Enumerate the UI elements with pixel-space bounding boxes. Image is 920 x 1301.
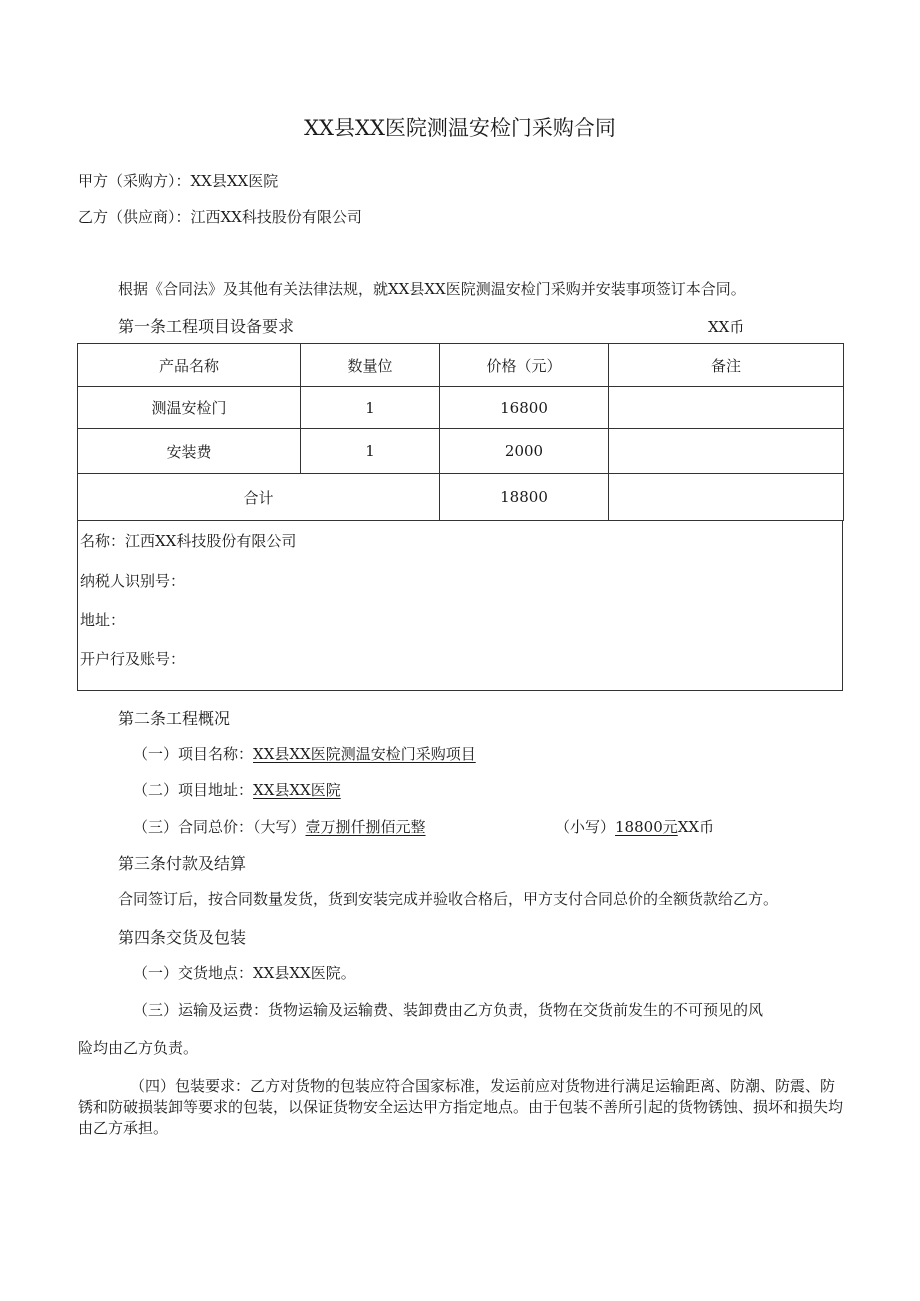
contract-total-label: （三）合同总价：（大写） (133, 818, 306, 836)
project-address-label: （二）项目地址： (133, 781, 254, 799)
table-total-row (78, 474, 844, 521)
transport-terms-line1: （三）运输及运费：货物运输及运输费、装卸费由乙方负责，货物在交货前发生的不可预见的风 (133, 1001, 764, 1019)
address-label: 地址： (80, 611, 126, 629)
document-title: XX县XX医院测温安检门采购合同 (304, 116, 616, 140)
delivery-location: （一）交货地点：XX县XX医院。 (133, 964, 356, 982)
cell-price: 16800 (440, 387, 609, 429)
article4-heading: 第四条交货及包装 (118, 928, 247, 947)
contract-total-lower-label: （小写） (555, 818, 616, 836)
article1-heading: 第一条工程项目设备要求 (118, 317, 295, 336)
article2-heading: 第二条工程概况 (118, 709, 231, 728)
cell-product: 测温安检门 (78, 387, 301, 429)
col-header-product: 产品名称 (78, 344, 301, 387)
col-header-note: 备注 (609, 344, 844, 387)
intro-paragraph: 根据《合同法》及其他有关法律法规，就XX县XX医院测温安检门采购并安装事项签订本合同。 (118, 280, 746, 298)
contract-total-lower-line (555, 816, 714, 837)
contract-total-currency: XX币 (677, 818, 715, 836)
payment-terms: 合同签订后，按合同数量发货，货到安装完成并验收合格后，甲方支付合同总价的全额货款给乙方。 (118, 890, 779, 908)
total-note (609, 474, 844, 521)
project-name-value: XX县XX医院测温安检门采购项目 (253, 745, 476, 763)
contract-total-line (133, 816, 426, 837)
project-address-line (133, 779, 341, 800)
project-name-label: （一）项目名称： (133, 745, 254, 763)
cell-quantity: 1 (301, 429, 440, 474)
cell-product: 安装费 (78, 429, 301, 474)
col-header-price: 价格（元） (440, 344, 609, 387)
total-value: 18800 (440, 474, 609, 521)
equipment-table (77, 343, 844, 521)
contract-total-lower-value: 18800元 (615, 818, 678, 836)
table-header-row (78, 344, 844, 387)
cell-quantity: 1 (301, 387, 440, 429)
project-address-value: XX县XX医院 (253, 781, 341, 799)
currency-label: XX币 (708, 318, 745, 336)
bank-account-label: 开户行及账号： (80, 650, 186, 668)
col-header-quantity: 数量位 (301, 344, 440, 387)
party-a: 甲方（采购方）：XX县XX医院 (78, 172, 279, 190)
contract-total-upper: 壹万捌仟捌佰元整 (305, 818, 426, 836)
supplier-info-box (77, 520, 843, 691)
packaging-requirements: （四）包装要求：乙方对货物的包装应符合国家标准，发运前应对货物进行满足运输距离、防潮、防震、防锈和防破损装卸等要求的包装，以保证货物安全运达甲方指定地点。由于包装不善所引起的货物锈蚀、损坏和损失均由乙方承担。 (78, 1077, 844, 1137)
table-row (78, 429, 844, 474)
cell-note (609, 429, 844, 474)
table-row (78, 387, 844, 429)
total-label: 合计 (78, 474, 440, 521)
article3-heading: 第三条付款及结算 (118, 854, 247, 873)
transport-terms-line2: 险均由乙方负责。 (78, 1039, 199, 1057)
cell-price: 2000 (440, 429, 609, 474)
project-name-line (133, 743, 476, 764)
cell-note (609, 387, 844, 429)
tax-id-label: 纳税人识别号： (80, 572, 186, 590)
supplier-name: 名称：江西XX科技股份有限公司 (80, 532, 297, 550)
party-b: 乙方（供应商）：江西XX科技股份有限公司 (78, 208, 362, 226)
